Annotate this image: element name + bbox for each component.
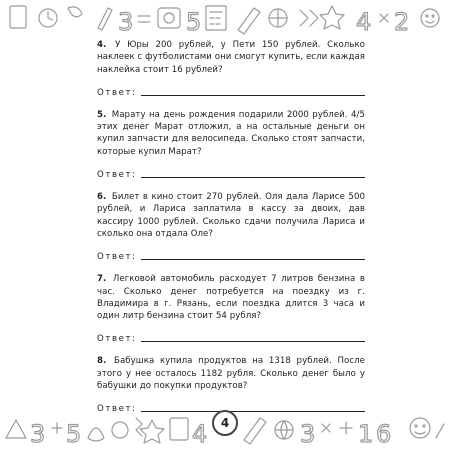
banknote-doodle [158,8,180,28]
pen-doodle [68,7,82,17]
fish-doodle [88,428,104,441]
star-doodle [140,420,164,443]
digit-3-doodle: 3 [300,420,316,448]
answer-row [97,86,365,98]
answer-row [97,250,365,262]
page-number-circle [212,410,238,436]
task-4 [97,39,365,76]
answer-label: Ответ: [97,334,137,345]
zigzag-doodle [136,418,142,436]
smiley-doodle [421,9,439,27]
book-doodle [170,418,188,440]
task-number: 6. [97,192,107,203]
answer-line[interactable] [141,259,365,260]
digit-5-doodle: 5 [186,8,202,36]
answer-line[interactable] [141,341,365,342]
answer-label: Ответ: [97,170,137,181]
digit-4-doodle: 4 [192,420,208,448]
plus-doodle [340,422,352,434]
smiley-doodle [410,418,430,438]
task-text: Легковой автомобиль расходует 7 литров бензина в час. Сколько денег потребуется на поездку из г. Владимира в г. Рязань, если поездка длится 3 часа и один литр бензина стоит 54 рубля? [97,274,365,322]
task-6 [97,191,365,240]
answer-line[interactable] [141,177,365,178]
task-5 [97,109,365,158]
ruler-doodle [238,8,260,34]
digit-1-doodle: 1 [358,420,374,448]
line-doodle [436,424,444,438]
task-text: Билет в кино стоит 270 рублей. Оля дала Ларисе 500 рублей, и Лариса заплатила в кассу за двоих, дав кассиру 1000 рублей. Сколько сдачи получила Лариса и сколько она отдала Оле? [97,192,365,239]
top-doodle-border [0,0,450,38]
answer-label: Ответ: [97,404,137,415]
pencil-doodle [244,418,266,444]
task-7 [97,273,365,322]
task-text: У Юры 200 рублей, у Пети 150 рублей. Сколько наклеек с футболистами они смогут купить, если каждая наклейка стоит 16 рублей? [97,40,365,75]
pencil-doodle [98,8,112,30]
task-8 [97,355,365,392]
task-number: 5. [97,109,107,120]
digit-3-doodle: 3 [30,420,46,448]
clipboard-doodle [10,6,26,28]
arrows-doodle [300,10,318,26]
tasks-container [97,39,365,425]
star-doodle [320,6,344,29]
digit-5-doodle: 5 [66,420,82,448]
digit-3-doodle: 3 [118,8,134,36]
answer-row [97,168,365,180]
answer-label: Ответ: [97,87,137,98]
digit-2-doodle: 2 [394,8,410,36]
page-number: 4 [220,416,230,430]
top-doodle-art [0,0,450,38]
task-number: 7. [97,274,107,285]
digit-6-doodle: 6 [376,420,392,448]
triangle-doodle [6,420,26,438]
task-number: 4. [97,40,107,50]
coin-doodle [112,422,128,438]
answer-row [97,332,365,344]
answer-label: Ответ: [97,252,137,263]
task-number: 8. [97,356,107,367]
task-text: Марату на день рождения подарили 2000 рублей. 4/5 этих денег Марат отложил, а на остальные деньги он купил запчасти для велосипеда. Сколько стоят запчасти, которые купил Марат? [97,109,365,157]
digit-4-doodle: 4 [356,8,372,36]
answer-line[interactable] [141,95,365,96]
task-text: Бабушка купила продуктов на 1318 рублей. После этого у нее осталось 1182 рубля. Сколько денег было у бабушки до покупки продуктов? [97,356,365,392]
page-number-badge [212,410,238,436]
